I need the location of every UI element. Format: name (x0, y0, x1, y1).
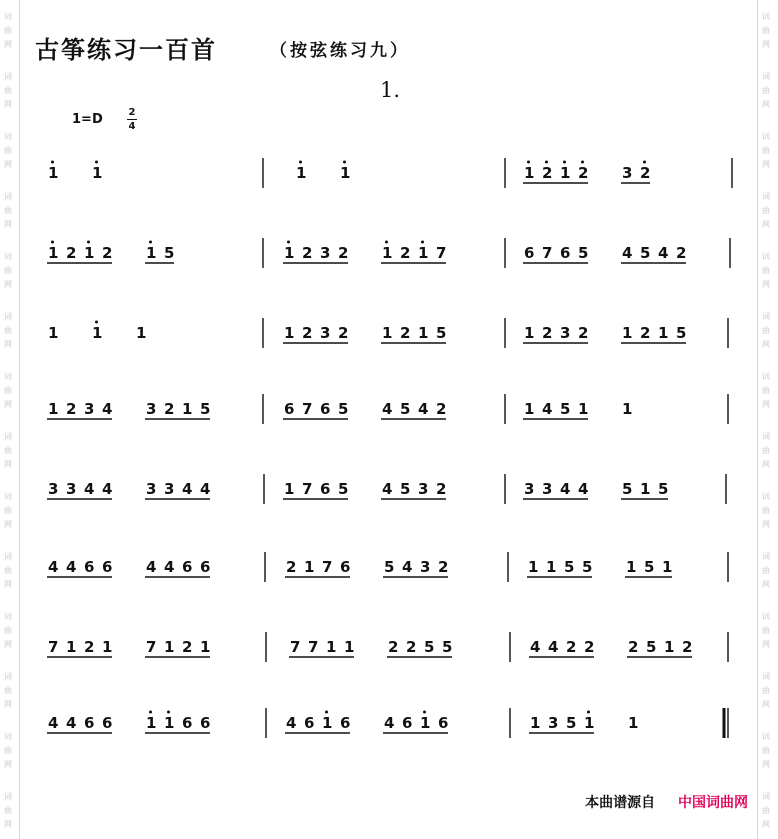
watermark-char: 曲 (762, 686, 770, 695)
note: 1 (418, 244, 429, 262)
high-octave-dot (385, 241, 388, 244)
note: 2 (436, 400, 447, 418)
note: 5 (400, 400, 411, 418)
high-octave-dot (149, 711, 152, 714)
watermark-char: 词 (4, 72, 12, 81)
note: 2 (286, 558, 297, 576)
note: 2 (66, 244, 77, 262)
watermark-char: 网 (762, 40, 770, 49)
note: 3 (84, 400, 95, 418)
note: 1 (146, 244, 157, 262)
watermark-char: 词 (762, 612, 770, 621)
note: 3 (420, 558, 431, 576)
watermark-char: 词 (762, 132, 770, 141)
note: 5 (560, 400, 571, 418)
score-subtitle: （按弦练习九） (270, 41, 410, 61)
note: 2 (542, 164, 553, 182)
note: 1 (578, 400, 589, 418)
note: 1 (48, 400, 59, 418)
note: 4 (102, 400, 113, 418)
watermark-char: 网 (762, 100, 770, 109)
note: 6 (340, 558, 351, 576)
note: 1 (344, 638, 355, 656)
watermark-char: 网 (762, 760, 770, 769)
note: 7 (302, 400, 313, 418)
note: 1 (322, 714, 333, 732)
high-octave-dot (51, 161, 54, 164)
note: 1 (164, 638, 175, 656)
watermark-char: 词 (4, 792, 12, 801)
watermark-char: 曲 (762, 626, 770, 635)
watermark-char: 网 (762, 700, 770, 709)
note: 4 (66, 714, 77, 732)
note: 2 (640, 164, 651, 182)
high-octave-dot (527, 161, 530, 164)
note: 4 (182, 480, 193, 498)
note: 4 (382, 480, 393, 498)
score-title: 古筝练习一百首 (35, 36, 217, 64)
key-signature: 1=D (72, 112, 103, 127)
watermark-char: 词 (762, 492, 770, 501)
watermark-char: 曲 (762, 26, 770, 35)
note: 1 (524, 324, 535, 342)
note: 4 (530, 638, 541, 656)
watermark-char: 词 (4, 192, 12, 201)
note: 5 (676, 324, 687, 342)
watermark-char: 网 (762, 400, 770, 409)
watermark-char: 网 (4, 700, 12, 709)
note: 2 (566, 638, 577, 656)
watermark-char: 曲 (4, 326, 12, 335)
watermark-char: 词 (4, 132, 12, 141)
high-octave-dot (423, 711, 426, 714)
note: 4 (200, 480, 211, 498)
note: 1 (524, 400, 535, 418)
note: 3 (66, 480, 77, 498)
note: 1 (66, 638, 77, 656)
note: 1 (284, 324, 295, 342)
watermark-char: 曲 (4, 86, 12, 95)
note: 5 (384, 558, 395, 576)
note: 2 (400, 244, 411, 262)
note: 2 (338, 324, 349, 342)
note: 5 (622, 480, 633, 498)
note: 1 (284, 480, 295, 498)
note: 1 (182, 400, 193, 418)
watermark-char: 词 (762, 72, 770, 81)
note: 4 (48, 558, 59, 576)
note: 3 (548, 714, 559, 732)
watermark-char: 词 (4, 312, 12, 321)
note: 2 (438, 558, 449, 576)
note: 1 (84, 244, 95, 262)
watermark-char: 词 (762, 732, 770, 741)
note: 5 (424, 638, 435, 656)
note: 4 (578, 480, 589, 498)
note: 7 (322, 558, 333, 576)
piece-number: 1. (380, 78, 401, 102)
high-octave-dot (95, 321, 98, 324)
watermark-char: 网 (4, 100, 12, 109)
watermark-char: 词 (4, 612, 12, 621)
note: 1 (662, 558, 673, 576)
watermark-char: 网 (762, 580, 770, 589)
note: 4 (548, 638, 559, 656)
note: 5 (564, 558, 575, 576)
note: 6 (438, 714, 449, 732)
note: 1 (560, 164, 571, 182)
high-octave-dot (581, 161, 584, 164)
high-octave-dot (545, 161, 548, 164)
watermark-char: 网 (762, 160, 770, 169)
watermark-char: 词 (4, 372, 12, 381)
note: 2 (578, 324, 589, 342)
watermark-char: 网 (762, 280, 770, 289)
note: 4 (560, 480, 571, 498)
watermark-char: 词 (762, 432, 770, 441)
note: 2 (164, 400, 175, 418)
note: 2 (584, 638, 595, 656)
high-octave-dot (87, 241, 90, 244)
note: 2 (182, 638, 193, 656)
note: 2 (578, 164, 589, 182)
time-numerator: 2 (128, 107, 136, 118)
note: 1 (102, 638, 113, 656)
note: 2 (84, 638, 95, 656)
note: 7 (146, 638, 157, 656)
watermark-char: 网 (762, 520, 770, 529)
watermark-char: 曲 (4, 446, 12, 455)
note: 5 (436, 324, 447, 342)
footer-credit (585, 792, 748, 812)
note: 5 (338, 480, 349, 498)
high-octave-dot (421, 241, 424, 244)
watermark-char: 词 (4, 732, 12, 741)
note: 6 (320, 480, 331, 498)
note: 5 (578, 244, 589, 262)
note: 1 (524, 164, 535, 182)
high-octave-dot (287, 241, 290, 244)
note: 2 (676, 244, 687, 262)
watermark-char: 词 (762, 552, 770, 561)
watermark-char: 曲 (4, 686, 12, 695)
note: 1 (382, 244, 393, 262)
note: 5 (200, 400, 211, 418)
note: 3 (146, 480, 157, 498)
note: 1 (48, 244, 59, 262)
note: 1 (146, 714, 157, 732)
watermark-char: 词 (4, 672, 12, 681)
high-octave-dot (343, 161, 346, 164)
watermark-char: 词 (762, 12, 770, 21)
note: 6 (182, 558, 193, 576)
watermark-char: 网 (762, 820, 770, 829)
note: 4 (84, 480, 95, 498)
note: 1 (530, 714, 541, 732)
watermark-char: 曲 (4, 746, 12, 755)
note: 5 (658, 480, 669, 498)
site-name: 中国词曲网 (678, 795, 748, 811)
source-label: 本曲谱源自 (585, 795, 656, 811)
watermark-char: 网 (4, 400, 12, 409)
note: 4 (286, 714, 297, 732)
watermark-char: 曲 (762, 806, 770, 815)
note: 3 (320, 324, 331, 342)
note: 7 (308, 638, 319, 656)
note: 1 (546, 558, 557, 576)
note: 1 (92, 164, 103, 182)
watermark-char: 网 (762, 460, 770, 469)
note: 4 (164, 558, 175, 576)
watermark-char: 词 (762, 672, 770, 681)
watermark-char: 网 (4, 220, 12, 229)
note: 1 (48, 324, 59, 342)
note: 6 (200, 714, 211, 732)
watermark-char: 词 (4, 252, 12, 261)
watermark-char: 词 (4, 432, 12, 441)
watermark-char: 曲 (4, 506, 12, 515)
note: 4 (542, 400, 553, 418)
note: 6 (84, 714, 95, 732)
watermark-char: 曲 (762, 506, 770, 515)
note: 6 (402, 714, 413, 732)
note: 2 (388, 638, 399, 656)
note: 1 (584, 714, 595, 732)
note: 2 (436, 480, 447, 498)
watermark-char: 词 (762, 252, 770, 261)
watermark-char: 词 (4, 492, 12, 501)
note: 5 (646, 638, 657, 656)
note: 2 (302, 324, 313, 342)
high-octave-dot (299, 161, 302, 164)
watermark-char: 网 (4, 340, 12, 349)
high-octave-dot (95, 161, 98, 164)
note: 4 (102, 480, 113, 498)
note: 6 (182, 714, 193, 732)
watermark-char: 网 (4, 280, 12, 289)
note: 1 (418, 324, 429, 342)
note: 6 (320, 400, 331, 418)
note: 1 (48, 164, 59, 182)
note: 1 (284, 244, 295, 262)
note: 6 (304, 714, 315, 732)
note: 2 (640, 324, 651, 342)
note: 3 (146, 400, 157, 418)
note: 3 (164, 480, 175, 498)
watermark-char: 网 (762, 340, 770, 349)
note: 1 (626, 558, 637, 576)
high-octave-dot (587, 711, 590, 714)
watermark-char: 网 (762, 220, 770, 229)
note: 1 (340, 164, 351, 182)
note: 4 (402, 558, 413, 576)
note: 2 (400, 324, 411, 342)
note: 1 (164, 714, 175, 732)
note: 6 (84, 558, 95, 576)
note: 5 (566, 714, 577, 732)
note: 2 (302, 244, 313, 262)
watermark-char: 词 (762, 312, 770, 321)
note: 2 (338, 244, 349, 262)
note: 4 (418, 400, 429, 418)
watermark-char: 曲 (4, 26, 12, 35)
note: 5 (640, 244, 651, 262)
watermark-char: 曲 (4, 626, 12, 635)
watermark-char: 曲 (762, 746, 770, 755)
note: 4 (384, 714, 395, 732)
note: 6 (102, 558, 113, 576)
note: 1 (304, 558, 315, 576)
note: 6 (200, 558, 211, 576)
note: 1 (136, 324, 147, 342)
note: 1 (628, 714, 639, 732)
watermark-char: 网 (4, 460, 12, 469)
note: 5 (644, 558, 655, 576)
note: 7 (48, 638, 59, 656)
note: 1 (382, 324, 393, 342)
note: 1 (92, 324, 103, 342)
note: 5 (400, 480, 411, 498)
note: 6 (524, 244, 535, 262)
note: 6 (340, 714, 351, 732)
note: 5 (164, 244, 175, 262)
note: 3 (48, 480, 59, 498)
note: 4 (658, 244, 669, 262)
note: 4 (48, 714, 59, 732)
high-octave-dot (167, 711, 170, 714)
watermark-char: 曲 (762, 446, 770, 455)
note: 4 (146, 558, 157, 576)
watermark-char: 网 (4, 160, 12, 169)
note: 4 (66, 558, 77, 576)
note: 3 (524, 480, 535, 498)
note: 3 (542, 480, 553, 498)
note: 2 (406, 638, 417, 656)
note: 1 (528, 558, 539, 576)
note: 6 (284, 400, 295, 418)
watermark-char: 曲 (4, 146, 12, 155)
watermark-char: 曲 (4, 386, 12, 395)
note: 1 (296, 164, 307, 182)
watermark-char: 网 (4, 640, 12, 649)
watermark-char: 曲 (762, 206, 770, 215)
note: 1 (200, 638, 211, 656)
time-denominator: 4 (128, 121, 136, 132)
note: 1 (658, 324, 669, 342)
watermark-char: 曲 (4, 566, 12, 575)
note: 4 (622, 244, 633, 262)
note: 3 (418, 480, 429, 498)
watermark-char: 网 (4, 580, 12, 589)
note: 2 (66, 400, 77, 418)
watermark-char: 曲 (4, 206, 12, 215)
note: 3 (320, 244, 331, 262)
watermark-char: 曲 (4, 806, 12, 815)
watermark-char: 网 (4, 520, 12, 529)
note: 1 (326, 638, 337, 656)
note: 5 (442, 638, 453, 656)
note: 3 (560, 324, 571, 342)
watermark-char: 词 (762, 192, 770, 201)
note: 1 (640, 480, 651, 498)
note: 2 (682, 638, 693, 656)
watermark-char: 词 (4, 12, 12, 21)
note: 7 (290, 638, 301, 656)
watermark-char: 曲 (762, 386, 770, 395)
watermark-char: 曲 (762, 566, 770, 575)
high-octave-dot (51, 241, 54, 244)
note: 7 (436, 244, 447, 262)
note: 6 (102, 714, 113, 732)
note: 7 (302, 480, 313, 498)
watermark-char: 网 (4, 760, 12, 769)
watermark-char: 曲 (762, 146, 770, 155)
note: 1 (664, 638, 675, 656)
note: 1 (622, 324, 633, 342)
watermark-char: 曲 (762, 326, 770, 335)
note: 2 (628, 638, 639, 656)
note: 3 (622, 164, 633, 182)
high-octave-dot (643, 161, 646, 164)
note: 1 (622, 400, 633, 418)
watermark-char: 曲 (4, 266, 12, 275)
note: 6 (560, 244, 571, 262)
high-octave-dot (325, 711, 328, 714)
high-octave-dot (149, 241, 152, 244)
high-octave-dot (563, 161, 566, 164)
watermark-char: 曲 (762, 86, 770, 95)
watermark-char: 词 (4, 552, 12, 561)
note: 5 (582, 558, 593, 576)
note: 5 (338, 400, 349, 418)
note: 4 (382, 400, 393, 418)
watermark-char: 网 (762, 640, 770, 649)
note: 2 (542, 324, 553, 342)
watermark-char: 曲 (762, 266, 770, 275)
watermark-char: 网 (4, 40, 12, 49)
note: 7 (542, 244, 553, 262)
note: 2 (102, 244, 113, 262)
watermark-char: 网 (4, 820, 12, 829)
watermark-char: 词 (762, 372, 770, 381)
note: 1 (420, 714, 431, 732)
watermark-char: 词 (762, 792, 770, 801)
